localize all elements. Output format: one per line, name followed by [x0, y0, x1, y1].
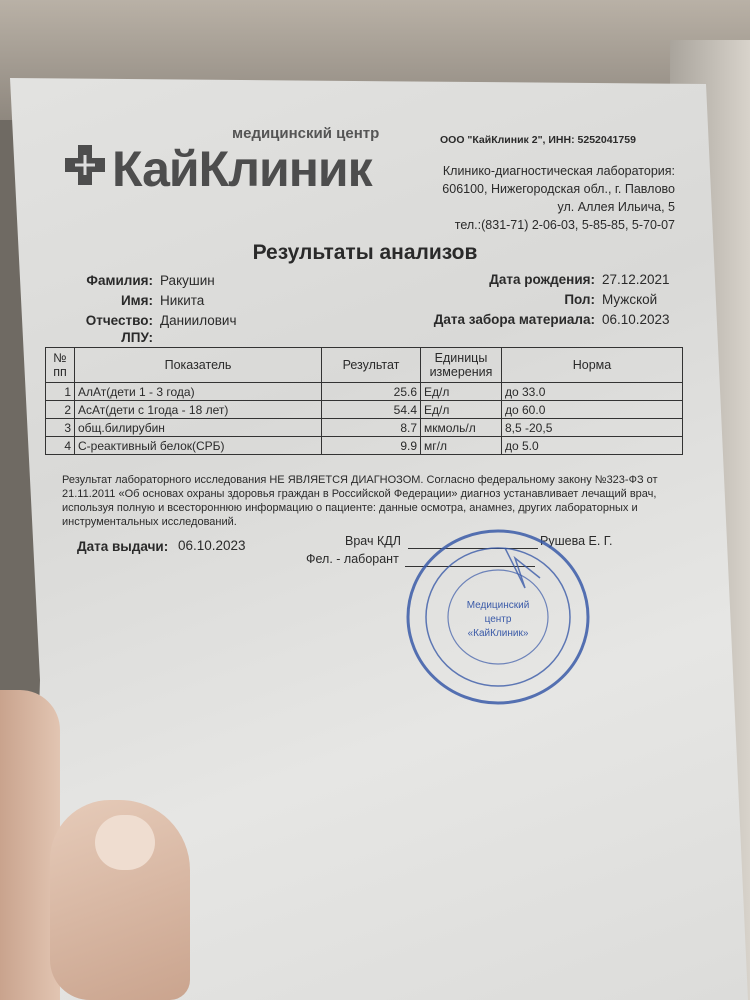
test-unit: мкмоль/л: [421, 419, 502, 437]
test-name: общ.билирубин: [75, 419, 322, 437]
test-norm: 8,5 -20,5: [502, 419, 683, 437]
svg-text:«КайКлиник»: «КайКлиник»: [467, 628, 529, 639]
svg-text:центр: центр: [484, 614, 512, 625]
row-number: 4: [46, 437, 75, 455]
lab-address: [442, 162, 675, 234]
dob-value: 27.12.2021: [602, 272, 670, 287]
col-test: Показатель: [75, 348, 322, 383]
test-result: 54.4: [322, 401, 421, 419]
results-table: [45, 347, 683, 455]
clinic-stamp: [405, 528, 591, 706]
dob-label: Дата рождения:: [489, 272, 595, 287]
logo-name: КайКлиник: [112, 141, 372, 197]
issue-date-value: 06.10.2023: [178, 538, 246, 553]
lpu-label: ЛПУ:: [121, 330, 153, 345]
svg-text:Медицинский: Медицинский: [466, 600, 530, 611]
row-number: 3: [46, 419, 75, 437]
medical-cross-icon: [63, 143, 107, 187]
test-result: 9.9: [322, 437, 421, 455]
table-row: [46, 437, 683, 455]
col-norm: Норма: [502, 348, 683, 383]
test-unit: Ед/л: [421, 401, 502, 419]
sex-value: Мужской: [602, 292, 658, 307]
test-norm: до 60.0: [502, 401, 683, 419]
document-title: Результаты анализов: [252, 241, 478, 264]
col-result: Результат: [322, 348, 421, 383]
lab-assistant-label: Фел. - лаборант: [306, 552, 399, 566]
company-info: ООО "КайКлиник 2", ИНН: 5252041759: [440, 134, 636, 146]
sample-date-label: Дата забора материала:: [433, 312, 595, 327]
patronymic-label: Отчество:: [85, 313, 153, 328]
logo-subtitle: медицинский центр: [232, 125, 380, 142]
doctor-label: Врач КДЛ: [345, 534, 401, 548]
test-name: АсАт(дети с 1года - 18 лет): [75, 401, 322, 419]
thumbnail: [95, 815, 155, 870]
test-name: АлАт(дети 1 - 3 года): [75, 383, 322, 401]
row-number: 1: [46, 383, 75, 401]
patronymic-value: Даниилович: [160, 313, 237, 328]
test-unit: мг/л: [421, 437, 502, 455]
test-name: С-реактивный белок(СРБ): [75, 437, 322, 455]
col-number: № пп: [46, 348, 75, 383]
table-row: [46, 419, 683, 437]
surname-label: Фамилия:: [86, 273, 153, 288]
issue-date-label: Дата выдачи:: [77, 539, 169, 554]
surname-value: Ракушин: [160, 273, 215, 288]
test-unit: Ед/л: [421, 383, 502, 401]
doctor-name: Рушева Е. Г.: [540, 534, 613, 548]
sex-label: Пол:: [564, 292, 595, 307]
test-result: 25.6: [322, 383, 421, 401]
test-norm: до 5.0: [502, 437, 683, 455]
address-line: Клинико-диагностическая лаборатория:: [442, 164, 675, 178]
name-label: Имя:: [120, 293, 153, 308]
table-header-row: [46, 348, 683, 383]
address-line: 606100, Нижегородская обл., г. Павлово: [442, 182, 675, 196]
disclaimer-text: Результат лабораторного исследования НЕ ЯВЛЯЕТСЯ ДИАГНОЗОМ. Согласно федеральному закону №323-ФЗ от 21.11.2011 «Об основах охраны здоровья граждан в Российской Федерации» диагноз устанавливает лечащий врач, используя полную и всестороннюю информацию о пациенте: данные осмотра, анамнез, других лабораторных и инструментальных исследований.: [62, 474, 658, 528]
table-row: [46, 383, 683, 401]
row-number: 2: [46, 401, 75, 419]
table-row: [46, 401, 683, 419]
col-unit: Единицы измерения: [421, 348, 502, 383]
test-norm: до 33.0: [502, 383, 683, 401]
sample-date-value: 06.10.2023: [602, 312, 670, 327]
address-line: тел.:(831-71) 2-06-03, 5-85-85, 5-70-07: [454, 218, 675, 232]
name-value: Никита: [160, 293, 205, 308]
address-line: ул. Аллея Ильича, 5: [557, 200, 675, 214]
test-result: 8.7: [322, 419, 421, 437]
